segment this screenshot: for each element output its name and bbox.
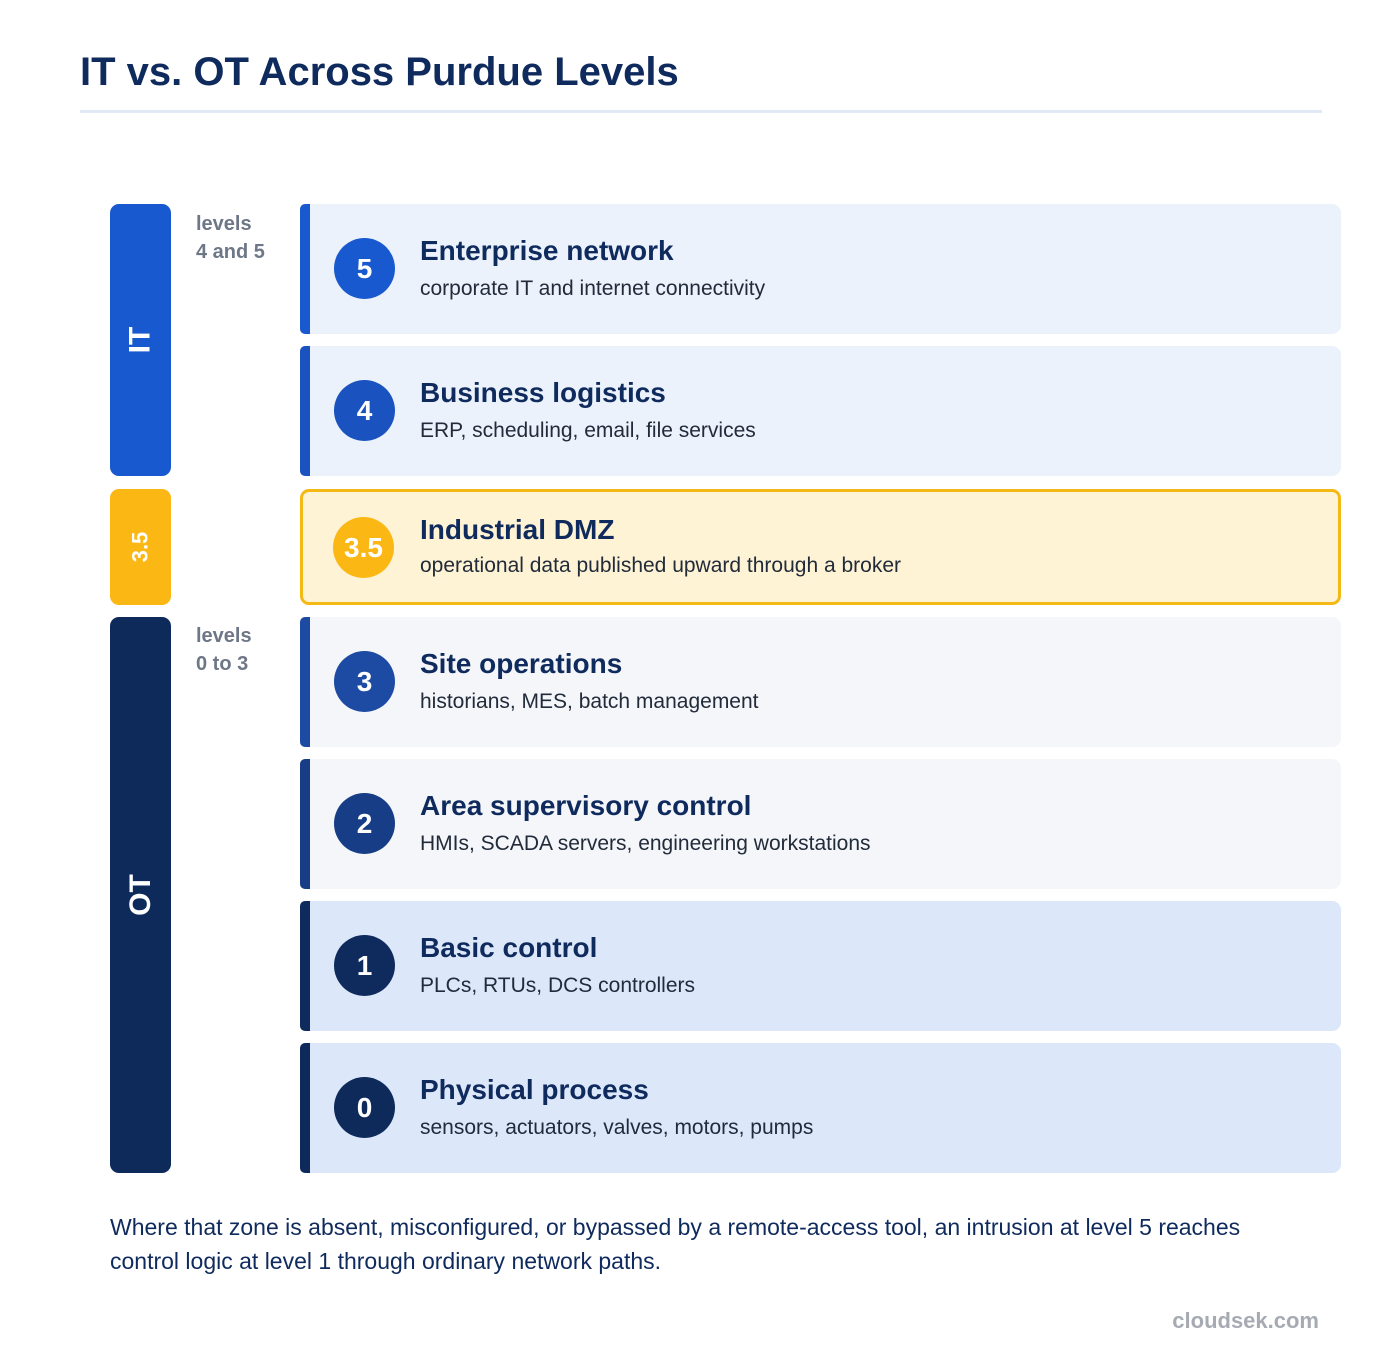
- level-0-name: Physical process: [420, 1074, 649, 1105]
- ot-zone-caption-line1: levels: [196, 625, 252, 647]
- level-3-name: Site operations: [420, 648, 623, 679]
- ot-zone-caption-line2: 0 to 3: [196, 653, 249, 675]
- it-zone-caption-line2: 4 and 5: [196, 241, 265, 263]
- it-zone-caption: [196, 210, 265, 266]
- level-dmz-name: Industrial DMZ: [420, 514, 615, 545]
- it-zone-bar: [110, 204, 171, 476]
- level-4-badge: 4: [334, 380, 395, 441]
- dmz-zone-label: 3.5: [127, 531, 153, 563]
- source-credit: cloudsek.com: [1172, 1308, 1319, 1333]
- dmz-zone-bar: [110, 489, 171, 605]
- level-5-name: Enterprise network: [420, 235, 674, 266]
- level-5-description: corporate IT and internet connectivity: [420, 277, 766, 300]
- level-dmz-description: operational data published upward through a broker: [420, 554, 902, 577]
- level-0-badge: 0: [334, 1077, 395, 1138]
- level-2-badge: 2: [334, 793, 395, 854]
- ot-zone-caption: [196, 622, 252, 678]
- level-3-badge: 3: [334, 651, 395, 712]
- level-1-name: Basic control: [420, 932, 598, 963]
- level-1-badge: 1: [334, 935, 395, 996]
- level-2-name: Area supervisory control: [420, 790, 752, 821]
- level-card-4: [300, 346, 1341, 476]
- level-card-0: [300, 1043, 1341, 1173]
- title-divider: [80, 110, 1322, 113]
- level-card-2: [300, 759, 1341, 889]
- level-4-name: Business logistics: [420, 377, 666, 408]
- level-4-description: ERP, scheduling, email, file services: [420, 419, 756, 442]
- level-2-description: HMIs, SCADA servers, engineering workstations: [420, 832, 871, 855]
- level-dmz-badge: 3.5: [333, 517, 394, 578]
- level-3-description: historians, MES, batch management: [420, 690, 759, 713]
- it-zone-label: IT: [123, 326, 157, 354]
- level-card-dmz: [300, 489, 1341, 605]
- page-title: IT vs. OT Across Purdue Levels: [80, 50, 679, 94]
- ot-zone-label: OT: [123, 874, 157, 916]
- level-card-1: [300, 901, 1341, 1031]
- level-1-description: PLCs, RTUs, DCS controllers: [420, 974, 696, 997]
- level-5-badge: 5: [334, 238, 395, 299]
- level-card-3: [300, 617, 1341, 747]
- ot-zone-bar: [110, 617, 171, 1173]
- footnote: Where that zone is absent, misconfigured, or bypassed by a remote-access tool, an intrusion at level 5 reaches control logic at level 1 through ordinary network paths.: [110, 1214, 1241, 1274]
- level-card-5: [300, 204, 1341, 334]
- it-zone-caption-line1: levels: [196, 213, 252, 235]
- level-0-description: sensors, actuators, valves, motors, pumps: [420, 1116, 814, 1139]
